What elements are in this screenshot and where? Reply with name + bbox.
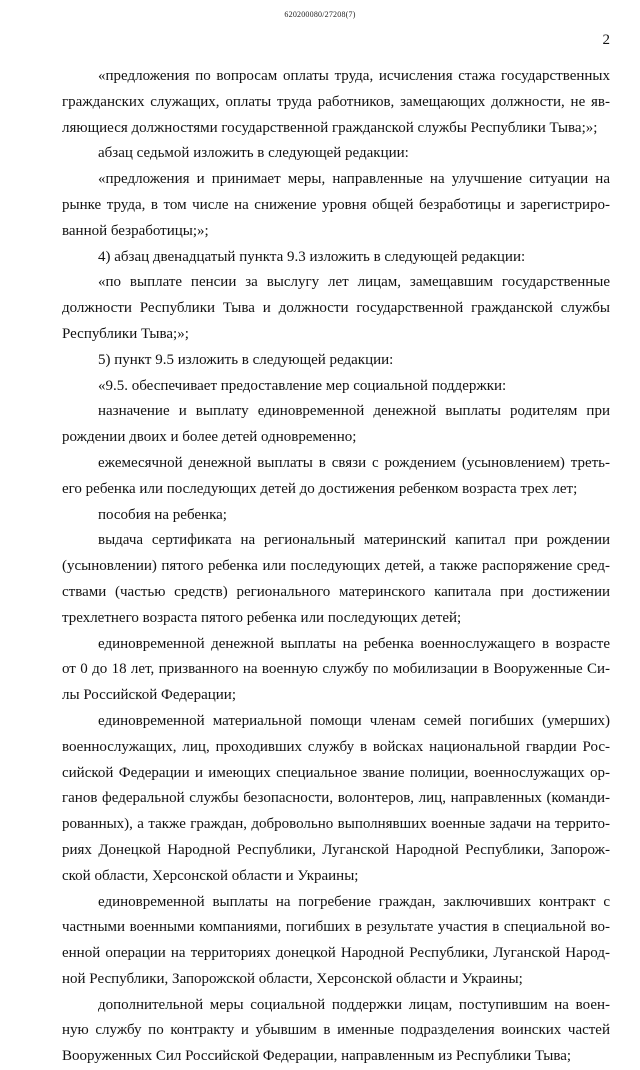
text-line: (усыновлении) пятого ребенка или последующих детей, а также распоряжение сред- — [62, 558, 610, 575]
text-line: Республики Тыва;»; — [62, 325, 189, 342]
text-line: ванной безработицы;»; — [62, 222, 209, 239]
text-line: единовременной денежной выплаты на ребенка военнослужащего в возрасте — [98, 635, 610, 652]
text-line: трехлетнего возраста пятого ребенка или последующих детей; — [62, 609, 462, 626]
text-line: ежемесячной денежной выплаты в связи с рождением (усыновлением) треть- — [98, 454, 610, 471]
text-line: ляющиеся должностями государственной гражданской службы Республики Тыва;»; — [62, 119, 598, 136]
text-line: ную службу по контракту и убывшим в именные подразделения воинских частей — [62, 1022, 610, 1039]
text-line: рынке труда, в том числе на снижение уровня общей безработицы и зарегистриро- — [62, 196, 610, 213]
text-line: «предложения по вопросам оплаты труда, исчисления стажа государственных — [98, 68, 610, 84]
page-number: 2 — [602, 32, 610, 48]
document-body — [62, 64, 610, 1070]
text-line: должности Республики Тыва и должности государственной гражданской службы — [62, 300, 610, 317]
text-line: «по выплате пенсии за выслугу лет лицам, замещавшим государственные — [98, 274, 610, 291]
text-line: риях Донецкой Народной Республики, Луганской Народной Республики, Запорож- — [62, 841, 610, 858]
text-line: дополнительной меры социальной поддержки лицам, поступившим на воен- — [98, 996, 610, 1013]
text-line: ствами (частью средств) регионального материнского капитала при достижении — [62, 583, 610, 600]
text-line: единовременной материальной помощи членам семей погибших (умерших) — [98, 712, 610, 729]
text-line: Вооруженных Сил Российской Федерации, направленным из Республики Тыва; — [62, 1048, 572, 1065]
text-line: «9.5. обеспечивает предоставление мер социальной поддержки: — [98, 377, 507, 394]
text-line: «предложения и принимает меры, направленные на улучшение ситуации на — [98, 171, 610, 188]
text-line: военнослужащих, лиц, проходивших службу в войсках национальной гвардии Рос- — [62, 738, 610, 755]
text-line: гражданских служащих, оплаты труда работников, замещающих должности, не яв- — [62, 93, 610, 110]
text-line: 5) пункт 9.5 изложить в следующей редакции: — [98, 351, 394, 368]
text-line: сийской Федерации и имеющих специальное звание полиции, военнослужащих ор- — [62, 764, 610, 781]
text-line: от 0 до 18 лет, призванного на военную службу по мобилизации в Вооруженные Си- — [62, 661, 610, 678]
text-line: пособия на ребенка; — [98, 506, 227, 523]
text-line: рождении двоих и более детей одновременно; — [62, 429, 357, 446]
text-line: ганов федеральной службы безопасности, волонтеров, лиц, направленных (команди- — [62, 790, 610, 807]
text-line: частными военными компаниями, погибших в результате участия в специальной во- — [62, 919, 610, 936]
text-line: ной Республики, Запорожской области, Херсонской области и Украины; — [62, 970, 523, 987]
text-line: его ребенка или последующих детей до достижения ребенком возраста трех лет; — [62, 480, 578, 497]
document-code: 620200080/27208(7) — [284, 10, 356, 19]
text-line: 4) абзац двенадцатый пункта 9.3 изложить в следующей редакции: — [98, 248, 526, 265]
text-line: назначение и выплату единовременной денежной выплаты родителям при — [98, 403, 610, 420]
text-line: единовременной выплаты на погребение граждан, заключивших контракт с — [98, 893, 610, 910]
text-line: выдача сертификата на региональный материнский капитал при рождении — [98, 532, 610, 549]
text-line: абзац седьмой изложить в следующей редакции: — [98, 145, 409, 162]
text-line: рованных), а также граждан, добровольно выполнявших военные задачи на террито- — [62, 816, 610, 833]
text-line: лы Российской Федерации; — [62, 687, 236, 704]
text-line: ской области, Херсонской области и Украины; — [62, 867, 359, 884]
text-line: енной операции на территориях донецкой Народной Республики, Луганской Народ- — [62, 945, 610, 962]
